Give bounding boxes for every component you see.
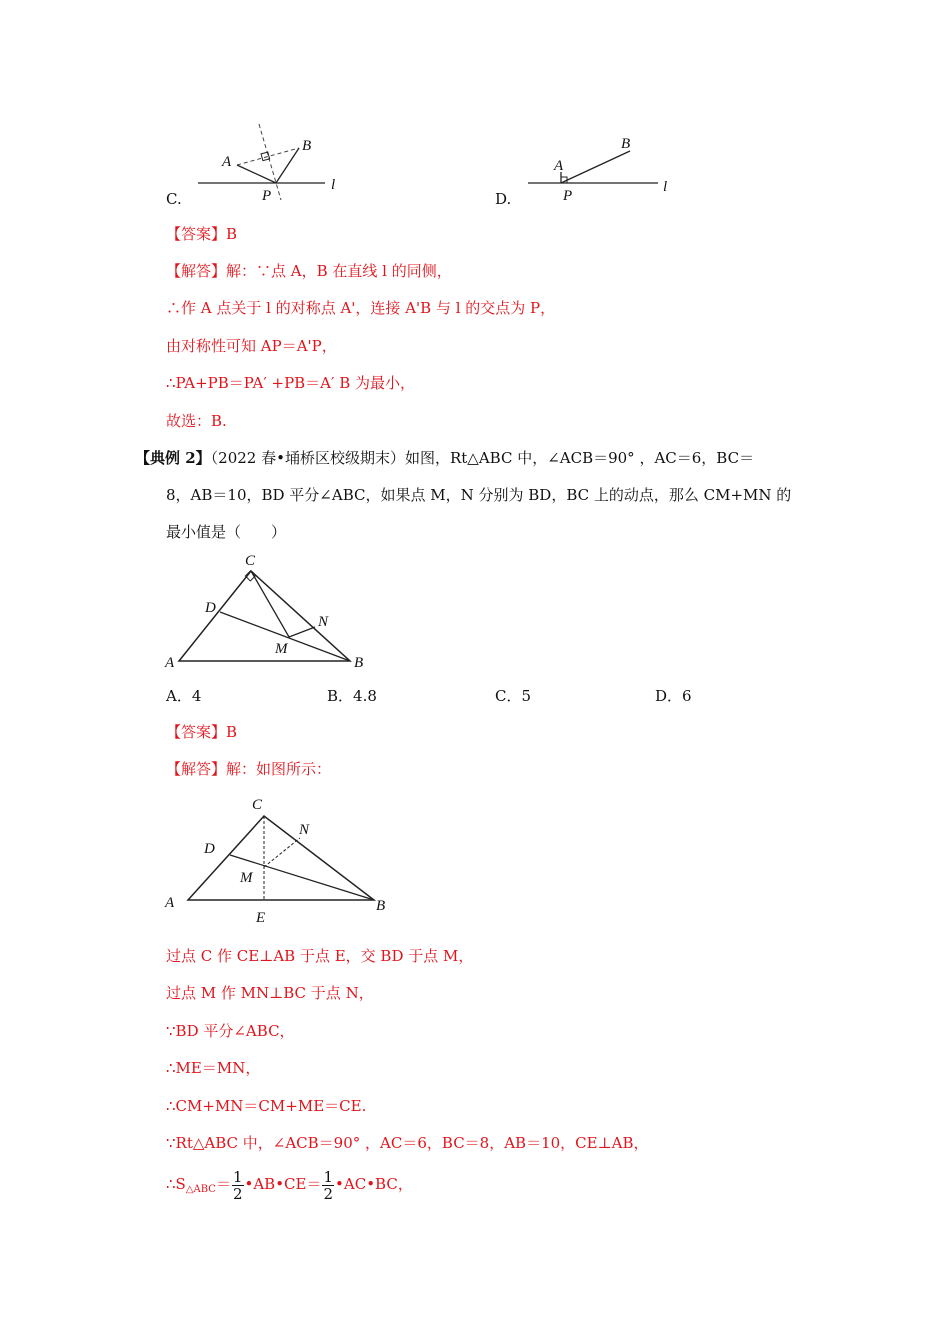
fraction-1 [232, 1169, 244, 1202]
fig3-label-c: C [252, 797, 263, 813]
fig-d-label-l: l [663, 179, 668, 195]
solution-1-line-1: 【解答】解：∵点 A，B 在直线 l 的同侧， [166, 262, 452, 280]
solution-1-line-3: 由对称性可知 AP＝A'P， [166, 337, 337, 355]
choice-b: B．4.8 [327, 687, 377, 705]
fig-c-label-p: P [262, 188, 272, 204]
solution-2-line-2: 过点 M 作 MN⊥BC 于点 N， [166, 984, 374, 1002]
fig3-label-m: M [240, 870, 253, 886]
area-prefix: ∴S [166, 1175, 186, 1193]
example-2-line-2: 8，AB＝10，BD 平分∠ABC，如果点 M，N 分别为 BD，BC 上的动点，那么 CM+MN 的 [166, 486, 792, 504]
fig-d-bp [561, 151, 630, 183]
fraction-1-den: 2 [232, 1184, 243, 1203]
fig3-label-b: B [376, 898, 386, 914]
fig3-label-n: N [299, 822, 310, 838]
fig-c-label-b: B [302, 138, 312, 154]
fig2-label-c: C [245, 553, 256, 569]
option-d-label: D. [495, 190, 512, 208]
fig-d-label-a: A [554, 158, 564, 174]
solution-2-line-1: 过点 C 作 CE⊥AB 于点 E，交 BD 于点 M， [166, 947, 474, 965]
solution-1-line-2: ∴作 A 点关于 l 的对称点 A'，连接 A'B 与 l 的交点为 P， [166, 299, 556, 317]
area-subscript: △ABC [185, 1184, 216, 1195]
fig-c-ap [237, 165, 276, 183]
fig3-mn [264, 838, 300, 867]
fraction-2-num: 1 [323, 1167, 334, 1186]
fig3-label-d: D [204, 841, 215, 857]
option-c-label: C. [166, 190, 182, 208]
example-2-line-3: 最小值是（ ） [166, 523, 287, 541]
solution-2-head: 【解答】解：如图所示： [166, 760, 332, 778]
fig2-label-n: N [318, 614, 329, 630]
fig-d-label-p: P [563, 188, 573, 204]
fig-c-label-a: A [222, 154, 232, 170]
choice-c: C．5 [495, 687, 532, 705]
answer-2: 【答案】B [166, 723, 238, 741]
solution-2-line-4: ∴ME＝MN， [166, 1059, 261, 1077]
fig2-label-d: D [205, 600, 216, 616]
fig-c-label-l: l [331, 177, 336, 193]
choice-a: A．4 [166, 687, 202, 705]
fig2-label-a: A [165, 655, 175, 671]
solution-2-line-5: ∴CM+MN＝CM+ME＝CE. [166, 1097, 367, 1115]
solution-1-line-4: ∴PA+PB＝PA′ +PB＝A′ B 为最小， [166, 374, 415, 392]
area-tail: •AC•BC， [335, 1175, 413, 1193]
example-2-tag: 【典例 2】 [135, 449, 211, 467]
fig2-label-b: B [354, 655, 364, 671]
fig2-mn [289, 627, 315, 637]
fig2-label-m: M [275, 641, 288, 657]
fig-c-right-angle-mark [261, 152, 270, 161]
fig-d-label-b: B [621, 136, 631, 152]
fig3-triangle [188, 816, 374, 900]
answer-1: 【答案】B [166, 225, 238, 243]
fig2-cm [251, 571, 289, 637]
example-2-text-1: （2022 春•埇桥区校级期末）如图，Rt△ABC 中，∠ACB＝90° ，AC＝6，BC＝ [210, 449, 755, 467]
choice-d: D．6 [655, 687, 692, 705]
area-mid: •AB•CE＝ [244, 1175, 322, 1193]
solution-2-line-6: ∵Rt△ABC 中，∠ACB＝90° ，AC＝6，BC＝8，AB＝10，CE⊥AB， [166, 1134, 649, 1152]
fraction-2-den: 2 [323, 1184, 334, 1203]
solution-1-line-5: 故选：B. [166, 412, 227, 430]
fig3-label-e: E [256, 910, 266, 926]
fraction-2 [322, 1169, 334, 1202]
solution-2-line-3: ∵BD 平分∠ABC， [166, 1022, 295, 1040]
example-2-line-1 [135, 448, 754, 468]
fig3-label-a: A [165, 895, 175, 911]
fraction-1-num: 1 [232, 1167, 243, 1186]
area-formula [166, 1166, 413, 1208]
area-eq: ＝ [215, 1175, 231, 1193]
